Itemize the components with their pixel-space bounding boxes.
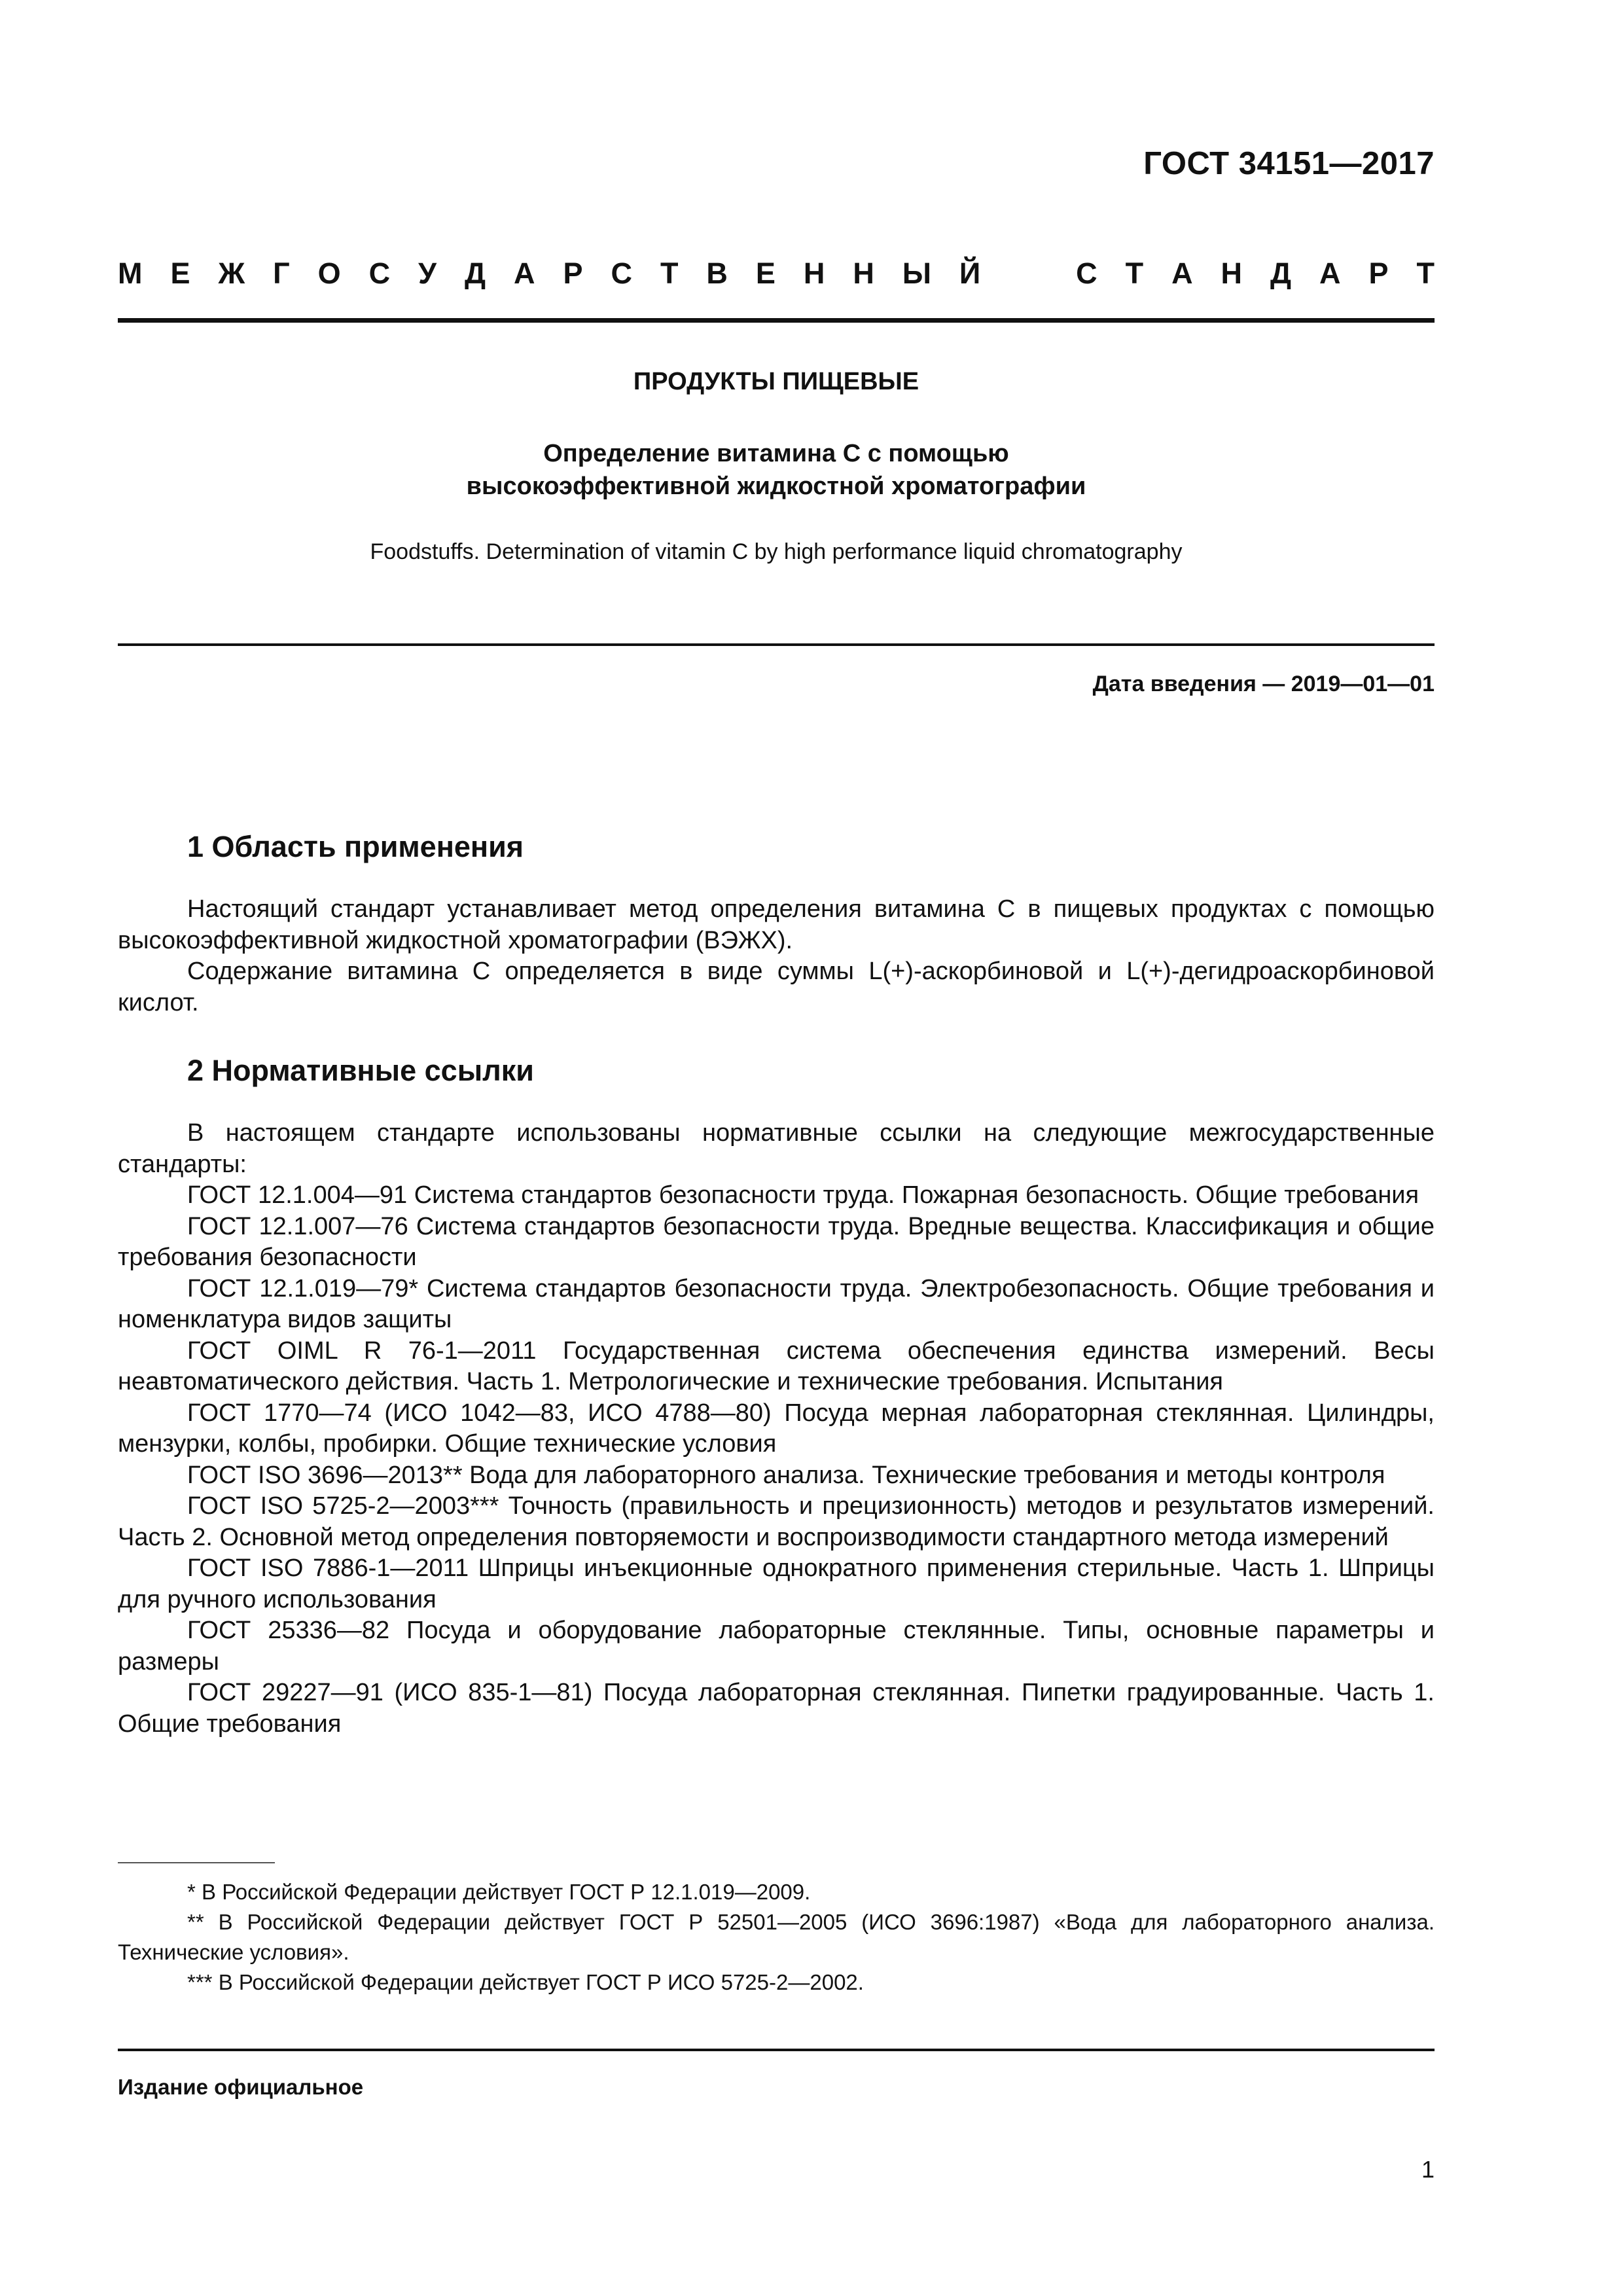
reference-item: ГОСТ 25336—82 Посуда и оборудование лабораторные стеклянные. Типы, основные параметры и размеры — [118, 1617, 1435, 1676]
paragraph: Настоящий стандарт устанавливает метод определения витамина С в пищевых продуктах с помощью высокоэффективной жидкостной хроматографии (ВЭЖХ). — [118, 895, 1435, 954]
footnotes — [118, 1877, 1435, 1998]
letter: С — [1076, 257, 1097, 290]
footnote-divider — [118, 1862, 275, 1863]
letter: А — [1319, 257, 1341, 290]
letter: Т — [1125, 257, 1144, 290]
footer-divider — [118, 2049, 1435, 2051]
letter: Д — [465, 257, 486, 290]
paragraph: Содержание витамина С определяется в виде суммы L(+)-аскорбиновой и L(+)-дегидроаскорбиновой кислот. — [118, 958, 1435, 1016]
reference-item: ГОСТ ISO 3696—2013** Вода для лабораторного анализа. Технические требования и методы контроля — [187, 1461, 1385, 1489]
standard-code: ГОСТ 34151—2017 — [1143, 146, 1435, 181]
reference-item: ГОСТ 1770—74 (ИСО 1042—83, ИСО 4788—80) Посуда мерная лабораторная стеклянная. Цилиндры, мензурки, колбы, пробирки. Общие технические условия — [118, 1399, 1435, 1458]
letter: Н — [1221, 257, 1243, 290]
document-subtitle — [118, 437, 1435, 503]
subtitle-line: высокоэффективной жидкостной хроматографии — [466, 473, 1086, 500]
letter: У — [418, 257, 437, 290]
reference-item: ГОСТ 12.1.004—91 Система стандартов безопасности труда. Пожарная безопасность. Общие требования — [187, 1181, 1419, 1209]
english-title: Foodstuffs. Determination of vitamin C by high performance liquid chromatography — [370, 539, 1183, 564]
footnote: * В Российской Федерации действует ГОСТ Р 12.1.019—2009. — [187, 1880, 811, 1904]
subtitle-line: Определение витамина С с помощью — [543, 440, 1009, 467]
letter: Т — [660, 257, 679, 290]
letter: Р — [1368, 257, 1389, 290]
letter: Д — [1270, 257, 1292, 290]
letter: В — [706, 257, 728, 290]
letter: С — [368, 257, 391, 290]
letter: Е — [170, 257, 190, 290]
edition-label: Издание официальное — [118, 2075, 364, 2099]
normative-references-section — [118, 1118, 1435, 1740]
letter: А — [1171, 257, 1193, 290]
header-divider — [118, 318, 1435, 323]
paragraph: В настоящем стандарте использованы нормативные ссылки на следующие межгосударственные стандарты: — [118, 1119, 1435, 1178]
letter: Ж — [218, 257, 245, 290]
reference-item: ГОСТ OIML R 76-1—2011 Государственная система обеспечения единства измерений. Весы неавтоматического действия. Часть 1. Метрологические и технические требования. Испытания — [118, 1336, 1435, 1395]
document-page — [118, 0, 1435, 2296]
letter: Г — [273, 257, 290, 290]
section-heading: 2 Нормативные ссылки — [187, 1054, 534, 1087]
word-gap — [1008, 257, 1048, 291]
footnote: *** В Российской Федерации действует ГОСТ Р ИСО 5725-2—2002. — [187, 1970, 864, 1994]
document-title: ПРОДУКТЫ ПИЩЕВЫЕ — [633, 368, 919, 395]
reference-item: ГОСТ 29227—91 (ИСО 835-1—81) Посуда лабораторная стеклянная. Пипетки градуированные. Часть 1. Общие требования — [118, 1679, 1435, 1738]
title-divider — [118, 643, 1435, 646]
letter: А — [514, 257, 535, 290]
reference-item: ГОСТ ISO 5725-2—2003*** Точность (правильность и прецизионность) методов и результатов измерений. Часть 2. Основной метод определения повторяемости и воспроизводимости стандартного метода измерений — [118, 1492, 1435, 1551]
letter: Н — [803, 257, 825, 290]
letter: О — [317, 257, 341, 290]
reference-item: ГОСТ 12.1.007—76 Система стандартов безопасности труда. Вредные вещества. Классификация и общие требования безопасности — [118, 1212, 1435, 1271]
letter: Т — [1416, 257, 1435, 290]
letter: С — [611, 257, 632, 290]
letter: Е — [755, 257, 776, 290]
interstate-standard-label — [118, 257, 1435, 291]
letter: М — [118, 257, 143, 290]
letter: Ы — [902, 257, 931, 290]
introduction-date: Дата введения — 2019—01—01 — [1092, 672, 1435, 696]
letter: Н — [853, 257, 874, 290]
letter: Й — [959, 257, 981, 290]
reference-item: ГОСТ 12.1.019—79* Система стандартов безопасности труда. Электробезопасность. Общие требования и номенклатура видов защиты — [118, 1274, 1435, 1333]
page-number: 1 — [1421, 2156, 1435, 2183]
reference-item: ГОСТ ISO 7886-1—2011 Шприцы инъекционные однократного применения стерильные. Часть 1. Шприцы для ручного использования — [118, 1554, 1435, 1613]
letter: Р — [563, 257, 583, 290]
scope-section — [118, 894, 1435, 1018]
footnote: ** В Российской Федерации действует ГОСТ Р 52501—2005 (ИСО 3696:1987) «Вода для лабораторного анализа. Технические условия». — [118, 1910, 1435, 1964]
section-heading: 1 Область применения — [187, 830, 524, 863]
